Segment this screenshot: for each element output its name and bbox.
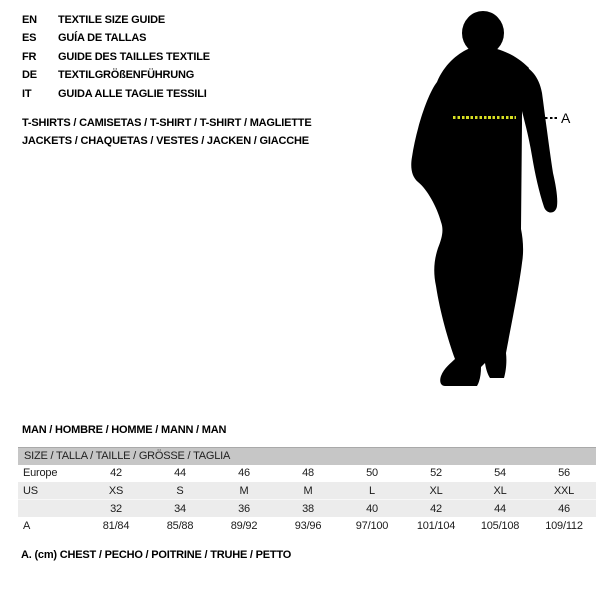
man-silhouette-figure (410, 5, 570, 391)
size-cell: XL (468, 482, 532, 500)
language-code: DE (22, 69, 37, 82)
size-cell: 54 (494, 467, 506, 480)
size-cell: 42 (404, 500, 468, 518)
size-cell: XS (84, 482, 148, 500)
size-cell: 44 (174, 467, 186, 480)
size-cell: 56 (558, 467, 570, 480)
size-cell: 44 (468, 500, 532, 518)
category-line-tshirts: T-SHIRTS / CAMISETAS / T-SHIRT / T-SHIRT / MAGLIETTE (22, 117, 312, 129)
measure-label-a: A (561, 110, 571, 126)
language-row (22, 66, 210, 84)
row-label-a: A (23, 519, 31, 532)
size-cell: XL (404, 482, 468, 500)
row-label-blank (18, 500, 84, 518)
size-cell: 109/112 (545, 519, 583, 532)
size-cell: 42 (110, 467, 122, 480)
row-label-europe: Europe (23, 467, 58, 480)
chest-measure-line-outer (545, 117, 559, 119)
language-code: EN (22, 14, 37, 26)
size-cell: M (212, 482, 276, 500)
size-table-header: SIZE / TALLA / TAILLE / GRÖSSE / TAGLIA (18, 448, 596, 465)
size-cell: L (340, 482, 404, 500)
size-cell: 32 (84, 500, 148, 518)
size-cell: 48 (302, 467, 314, 480)
table-row-chest-a (18, 517, 596, 535)
silhouette-body (411, 46, 529, 386)
language-label: GUIDE DES TAILLES TEXTILE (58, 50, 210, 63)
table-row-us (18, 482, 596, 500)
language-guide (22, 11, 210, 103)
language-row (22, 29, 210, 47)
size-cell: M (276, 482, 340, 500)
language-row (22, 11, 210, 29)
section-title-man: MAN / HOMBRE / HOMME / MANN / MAN (22, 424, 227, 436)
language-row (22, 48, 210, 66)
size-cell: XXL (532, 482, 596, 500)
language-label: GUÍA DE TALLAS (58, 32, 147, 45)
measurement-footnote: A. (cm) CHEST / PECHO / POITRINE / TRUHE / PETTO (21, 549, 292, 561)
size-cell: 97/100 (355, 519, 389, 532)
size-cell: 36 (212, 500, 276, 518)
row-label-us: US (18, 482, 84, 500)
size-cell: 89/92 (230, 519, 258, 532)
chest-measure-line-inner (453, 116, 516, 119)
language-row (22, 85, 210, 103)
size-cell: 85/88 (166, 519, 194, 532)
silhouette-right-arm (518, 63, 557, 213)
language-code: IT (22, 87, 32, 100)
language-label: TEXTILE SIZE GUIDE (58, 14, 166, 26)
language-code: ES (22, 32, 37, 45)
language-label: TEXTILGRÖßENFÜHRUNG (58, 69, 195, 82)
size-cell: 52 (430, 467, 442, 480)
table-row-europe (18, 465, 596, 483)
language-code: FR (22, 50, 37, 63)
size-cell: S (148, 482, 212, 500)
size-table-header-row (18, 448, 596, 465)
size-cell: 50 (366, 467, 378, 480)
size-cell: 101/104 (416, 519, 456, 532)
size-cell: 105/108 (480, 519, 520, 532)
table-row-numeric (18, 500, 596, 518)
size-cell: 40 (340, 500, 404, 518)
size-cell: 34 (148, 500, 212, 518)
size-table (18, 447, 596, 535)
size-cell: 38 (276, 500, 340, 518)
man-silhouette (410, 5, 570, 391)
size-cell: 46 (238, 467, 250, 480)
size-cell: 81/84 (102, 519, 130, 532)
category-line-jackets: JACKETS / CHAQUETAS / VESTES / JACKEN / GIACCHE (22, 135, 309, 148)
size-cell: 46 (532, 500, 596, 518)
garment-categories (22, 114, 311, 151)
size-cell: 93/96 (294, 519, 322, 532)
language-label: GUIDA ALLE TAGLIE TESSILI (58, 87, 207, 100)
